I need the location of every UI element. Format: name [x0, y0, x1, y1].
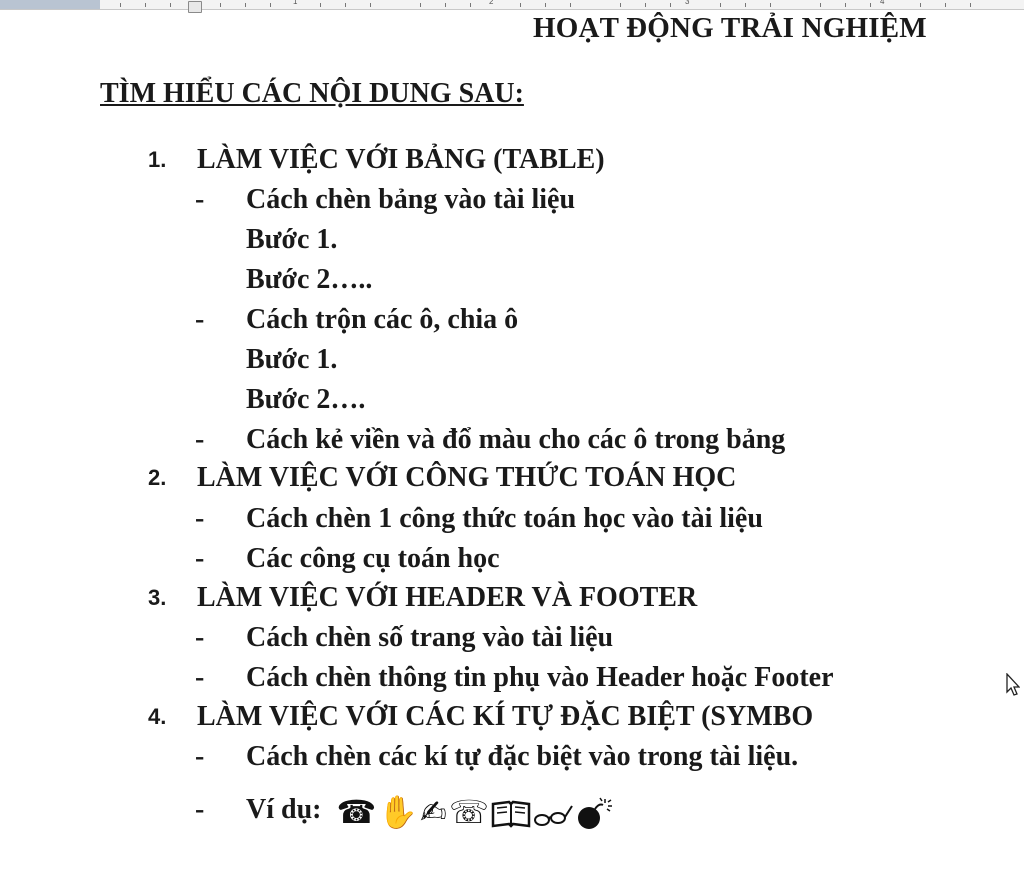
ruler-tick: [470, 3, 471, 7]
list-item-text: Cách trộn các ô, chia ô: [246, 304, 519, 335]
ruler-tick: [870, 3, 871, 7]
ruler-tick: [920, 3, 921, 7]
open-book-icon: [491, 792, 531, 832]
bullet-dash: -: [195, 543, 205, 574]
ruler-tick: [545, 3, 546, 7]
ruler-tick: [745, 3, 746, 7]
list-number: 3.: [148, 585, 167, 610]
bullet-dash: -: [195, 622, 205, 653]
ruler-tick: [645, 3, 646, 7]
list-item: [0, 499, 1024, 539]
section-title: LÀM VIỆC VỚI CÁC KÍ TỰ ĐẶC BIỆT (SYMBO: [197, 701, 814, 732]
ruler-number: 3: [685, 0, 690, 6]
list-item: [0, 180, 1024, 220]
hand-icon: ✋: [378, 792, 419, 831]
list-item: [0, 618, 1024, 658]
ruler-tick: [770, 3, 771, 7]
step-line: [0, 340, 1024, 380]
ruler-tick: [420, 3, 421, 7]
bullet-dash: -: [195, 741, 205, 772]
list-item: [0, 300, 1024, 340]
mouse-cursor-icon: [1006, 673, 1020, 697]
document-heading: TÌM HIỂU CÁC NỘI DUNG SAU:: [100, 78, 524, 109]
list-item: [0, 539, 1024, 579]
list-item: [0, 420, 1024, 460]
ruler-tick: [620, 3, 621, 7]
section-title: LÀM VIỆC VỚI HEADER VÀ FOOTER: [197, 582, 698, 613]
list-number: 2.: [148, 465, 167, 490]
section-3-heading: [0, 578, 1024, 618]
step-text: Bước 1.: [246, 344, 338, 375]
step-line: [0, 220, 1024, 260]
list-item-text: Ví dụ:: [246, 794, 322, 825]
ruler-tick: [120, 3, 121, 7]
header-title: HOẠT ĐỘNG TRẢI NGHIỆM: [533, 12, 927, 44]
ruler-tick: [145, 3, 146, 7]
ruler-tick: [220, 3, 221, 7]
step-text: Bước 1.: [246, 224, 338, 255]
ruler-tick: [170, 3, 171, 7]
list-item-text: Cách kẻ viền và đổ màu cho các ô trong bảng: [246, 424, 786, 455]
step-line: [0, 380, 1024, 420]
step-text: Bước 2…..: [246, 264, 373, 295]
list-item-text: Cách chèn bảng vào tài liệu: [246, 184, 576, 215]
example-line: [246, 790, 615, 832]
example-symbols: [336, 792, 615, 832]
ruler-tick: [370, 3, 371, 7]
ruler-tick: [845, 3, 846, 7]
bullet-dash: -: [195, 503, 205, 534]
ruler-number: 4: [880, 0, 885, 6]
list-number: 1.: [148, 147, 167, 172]
telephone-receiver-icon: ☏: [448, 792, 489, 831]
ruler-tick: [720, 3, 721, 7]
section-title: LÀM VIỆC VỚI CÔNG THỨC TOÁN HỌC: [197, 462, 737, 493]
step-text: Bước 2….: [246, 384, 366, 415]
section-2-heading: [0, 458, 1024, 498]
list-item: [0, 658, 1024, 698]
ruler-margin: [0, 0, 100, 9]
section-4-heading: [0, 697, 1024, 737]
telephone-icon: ☎: [336, 792, 377, 831]
document-page[interactable]: [0, 10, 1024, 869]
writing-hand-icon: ✍: [420, 792, 447, 831]
ruler-number: 2: [489, 0, 494, 6]
ruler-tick: [520, 3, 521, 7]
glasses-icon: [533, 792, 573, 832]
ruler-tick: [570, 3, 571, 7]
ruler-tick: [320, 3, 321, 7]
ruler-tick: [270, 3, 271, 7]
ruler-tick: [970, 3, 971, 7]
section-1-heading: [0, 140, 1024, 180]
list-number: 4.: [148, 704, 167, 729]
list-item: [0, 737, 1024, 777]
bullet-dash: -: [195, 662, 205, 693]
list-item-text: Các công cụ toán học: [246, 543, 500, 574]
list-item-text: Cách chèn 1 công thức toán học vào tài liệu: [246, 503, 763, 534]
list-item-text: Cách chèn thông tin phụ vào Header hoặc Footer: [246, 662, 834, 693]
bomb-icon: [575, 792, 615, 832]
ruler-tick: [345, 3, 346, 7]
ruler-tick: [945, 3, 946, 7]
bullet-dash: -: [195, 184, 205, 215]
ruler: [0, 0, 1024, 10]
ruler-tick: [445, 3, 446, 7]
ruler-number: 1: [293, 0, 298, 6]
list-item: [0, 790, 1024, 830]
bullet-dash: -: [195, 424, 205, 455]
list-item-text: Cách chèn số trang vào tài liệu: [246, 622, 614, 653]
ruler-tick: [820, 3, 821, 7]
step-line: [0, 260, 1024, 300]
section-title: LÀM VIỆC VỚI BẢNG (TABLE): [197, 144, 605, 175]
bullet-dash: -: [195, 304, 205, 335]
bullet-dash: -: [195, 794, 205, 825]
ruler-tick: [670, 3, 671, 7]
list-item-text: Cách chèn các kí tự đặc biệt vào trong tài liệu.: [246, 741, 799, 772]
ruler-tick: [245, 3, 246, 7]
